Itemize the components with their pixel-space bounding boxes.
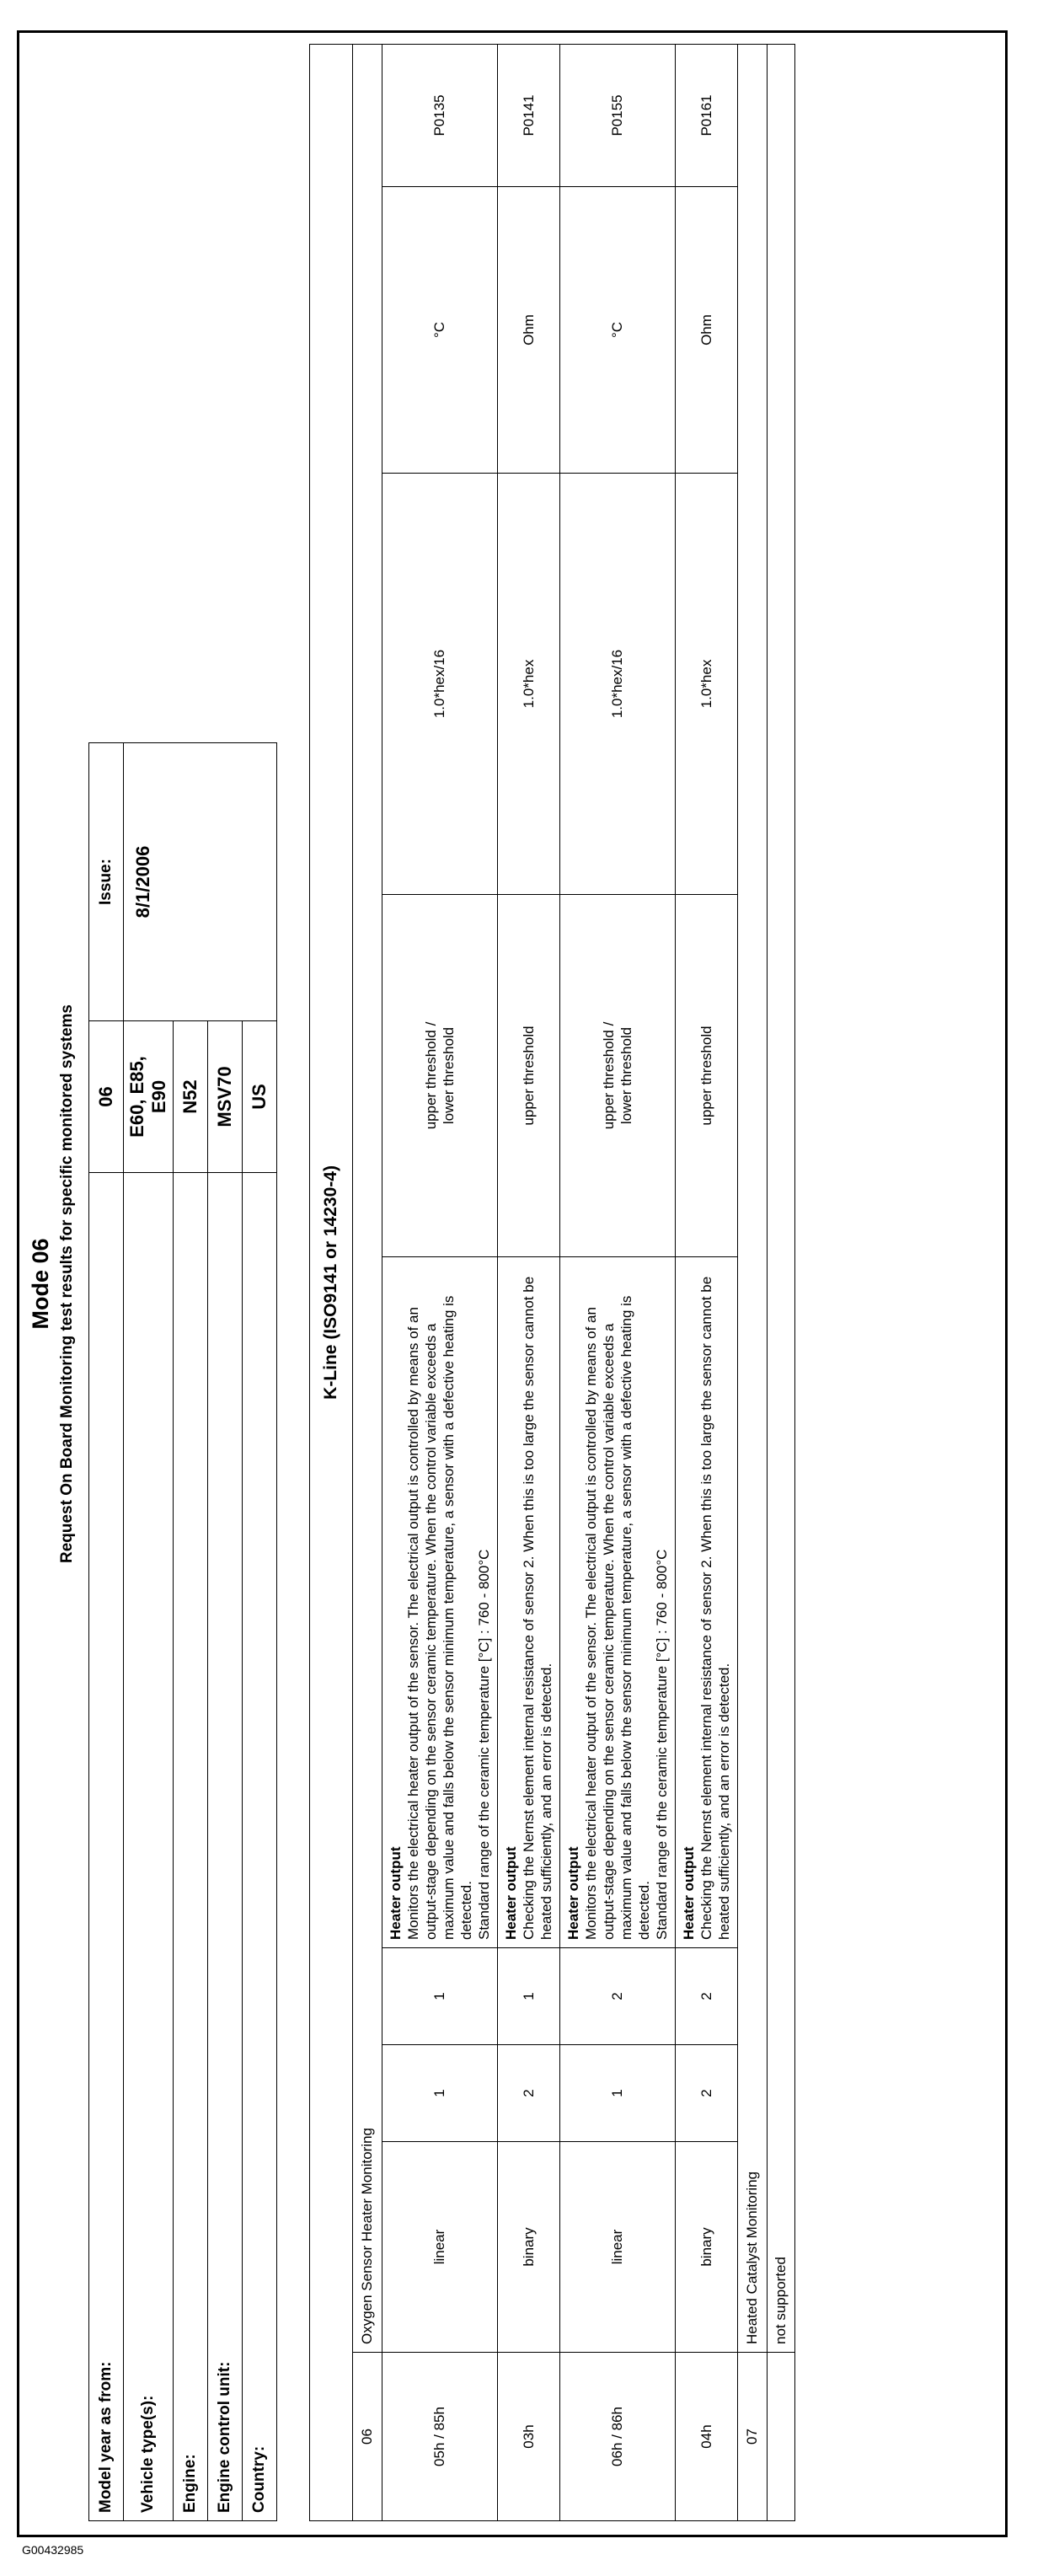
info-label-model-year: Model year as from: (89, 1173, 124, 2521)
bank-cell: 2 (560, 1948, 676, 2045)
issue-label: Issue: (89, 743, 124, 1021)
fault-code-cell: P0141 (498, 44, 560, 186)
desc-note: Standard range of the ceramic temperature [°C] : 760 - 800°C (476, 1549, 492, 1940)
not-supported-row (768, 44, 795, 2520)
page-subtitle: Request On Board Monitoring test results for specific monitored systems (58, 1004, 76, 1564)
factor-cell: 1.0*hex/16 (560, 474, 676, 895)
info-row-model-year (89, 743, 124, 2521)
kline-heading: K-Line (ISO9141 or 14230-4) (310, 44, 353, 2520)
info-value-ecu: MSV70 (208, 1021, 243, 1173)
not-supported-cell: not supported (768, 44, 795, 2352)
threshold-cell: upper threshold / lower threshold (382, 895, 498, 1257)
desc-title: Heater output (503, 1846, 519, 1940)
sensor-cell: 2 (498, 2045, 560, 2142)
info-value-vehicle-type: E60, E85, E90 (124, 1021, 174, 1173)
factor-cell: 1.0*hex (498, 474, 560, 895)
section-row-07 (738, 44, 768, 2520)
description-cell (498, 1257, 560, 1948)
desc-note: Standard range of the ceramic temperature [°C] : 760 - 800°C (654, 1549, 670, 1940)
unit-cell: °C (560, 187, 676, 474)
page-title: Mode 06 (28, 1238, 53, 1330)
sensor-cell: 1 (560, 2045, 676, 2142)
bank-cell: 1 (382, 1948, 498, 2045)
vehicle-info-table (88, 742, 277, 2521)
document-page (17, 30, 1008, 2537)
test-row (382, 44, 498, 2520)
title-block (26, 46, 77, 2521)
test-row (560, 44, 676, 2520)
section-id: 07 (738, 2353, 768, 2521)
unit-cell: Ohm (498, 187, 560, 474)
description-cell (676, 1257, 738, 1948)
bank-cell: 2 (676, 1948, 738, 2045)
test-row (498, 44, 560, 2520)
sensor-cell: 2 (676, 2045, 738, 2142)
info-value-country: US (243, 1021, 277, 1173)
desc-text: Monitors the electrical heater output of the sensor. The electrical output is controlled by means of an output-stage depending on the sensor ceramic temperature. When the control variable exceeds a maximum value and falls below the sensor minimum temperature, a sensor with a defective heating is detected. (583, 1295, 652, 1940)
fault-code-cell: P0155 (560, 44, 676, 186)
sensor-cell: 1 (382, 2045, 498, 2142)
info-value-engine: N52 (174, 1021, 208, 1173)
kline-heading-row (310, 44, 353, 2520)
section-row-06 (353, 44, 382, 2520)
factor-cell: 1.0*hex (676, 474, 738, 895)
section-id: 06 (353, 2353, 382, 2521)
unit-cell: Ohm (676, 187, 738, 474)
threshold-cell: upper threshold (498, 895, 560, 1257)
scaling-cell: binary (498, 2142, 560, 2353)
empty-id-cell (768, 2353, 795, 2521)
unit-cell: °C (382, 187, 498, 474)
monitor-table (309, 44, 795, 2521)
scaling-cell: linear (560, 2142, 676, 2353)
desc-title: Heater output (388, 1846, 404, 1940)
desc-text: Checking the Nernst element internal resistance of sensor 2. When this is too large the sensor cannot be heated sufficiently, and an error is detected. (698, 1276, 732, 1940)
fault-code-cell: P0135 (382, 44, 498, 186)
threshold-cell: upper threshold / lower threshold (560, 895, 676, 1257)
info-value-model-year: 06 (89, 1021, 124, 1173)
bank-cell: 1 (498, 1948, 560, 2045)
info-label-engine: Engine: (174, 1173, 208, 2521)
scaling-cell: binary (676, 2142, 738, 2353)
desc-title: Heater output (565, 1846, 581, 1940)
info-label-country: Country: (243, 1173, 277, 2521)
info-label-vehicle-type: Vehicle type(s): (124, 1173, 174, 2521)
section-title: Heated Catalyst Monitoring (738, 44, 768, 2352)
tid-cell: 05h / 85h (382, 2353, 498, 2521)
figure-caption: G00432985 (22, 2543, 84, 2557)
issue-date: 8/1/2006 (124, 743, 277, 1021)
section-title: Oxygen Sensor Heater Monitoring (353, 44, 382, 2352)
tid-cell: 04h (676, 2353, 738, 2521)
scaling-cell: linear (382, 2142, 498, 2353)
desc-text: Checking the Nernst element internal resistance of sensor 2. When this is too large the sensor cannot be heated sufficiently, and an error is detected. (521, 1276, 554, 1940)
test-row (676, 44, 738, 2520)
fault-code-cell: P0161 (676, 44, 738, 186)
description-cell (560, 1257, 676, 1948)
description-cell (382, 1257, 498, 1948)
tid-cell: 06h / 86h (560, 2353, 676, 2521)
threshold-cell: upper threshold (676, 895, 738, 1257)
factor-cell: 1.0*hex/16 (382, 474, 498, 895)
desc-title: Heater output (681, 1846, 697, 1940)
info-row-vehicle-type (124, 743, 174, 2521)
tid-cell: 03h (498, 2353, 560, 2521)
info-label-ecu: Engine control unit: (208, 1173, 243, 2521)
desc-text: Monitors the electrical heater output of the sensor. The electrical output is controlled by means of an output-stage depending on the sensor ceramic temperature. When the control variable exceeds a maximum value and falls below the sensor minimum temperature, a sensor with a defective heating is detected. (405, 1295, 474, 1940)
